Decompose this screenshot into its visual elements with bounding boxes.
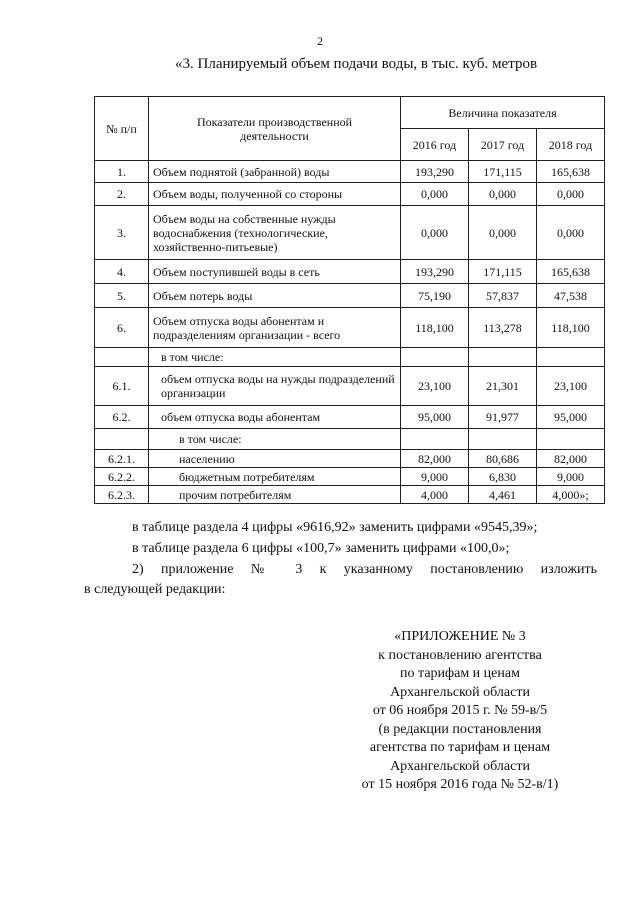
row-value-2018: 82,000 <box>537 450 605 468</box>
appendix-line: (в редакции постановления <box>378 721 542 737</box>
appendix-line: «ПРИЛОЖЕНИЕ № 3 <box>394 629 526 644</box>
row-name: населению <box>149 450 401 468</box>
water-supply-table <box>94 96 605 504</box>
table-row <box>95 308 605 348</box>
row-value-2017 <box>469 429 537 450</box>
row-value-2018: 4,000»; <box>537 486 605 504</box>
row-value-2017: 113,278 <box>469 308 537 348</box>
row-value-2016: 4,000 <box>401 486 469 504</box>
row-name: объем отпуска воды на нужды подразделений организации <box>149 367 401 406</box>
table-row <box>95 260 605 284</box>
row-num: 6.2.1. <box>95 450 149 468</box>
row-value-2018: 0,000 <box>537 206 605 260</box>
row-value-2018: 95,000 <box>537 406 605 429</box>
row-value-2017: 80,686 <box>469 450 537 468</box>
row-value-2016: 193,290 <box>401 161 469 183</box>
row-num: 3. <box>95 206 149 260</box>
row-value-2017 <box>469 348 537 367</box>
row-value-2018 <box>537 348 605 367</box>
row-value-2018: 23,100 <box>537 367 605 406</box>
row-value-2016: 193,290 <box>401 260 469 284</box>
row-num: 6.2. <box>95 406 149 429</box>
appendix-line: агентства по тарифам и ценам <box>369 740 551 755</box>
row-value-2018: 0,000 <box>537 183 605 206</box>
row-value-2017: 91,977 <box>469 406 537 429</box>
table-row <box>95 486 605 504</box>
table-row <box>95 429 605 450</box>
row-value-2016: 9,000 <box>401 468 469 486</box>
page-number: 2 <box>317 34 323 48</box>
paragraph-appendix-change-cont: в следующей редакции: <box>84 582 226 597</box>
appendix-line: от 06 ноября 2015 г. № 59-в/5 <box>372 703 548 718</box>
paragraph-appendix-change: 2) приложение № 3 к указанному постановлению изложить <box>132 562 597 577</box>
row-num: 6. <box>95 308 149 348</box>
row-value-2016: 0,000 <box>401 206 469 260</box>
row-value-2017: 171,115 <box>469 260 537 284</box>
row-value-2018: 118,100 <box>537 308 605 348</box>
row-value-2018: 47,538 <box>537 284 605 308</box>
row-value-2018: 165,638 <box>537 161 605 183</box>
table-row <box>95 206 605 260</box>
row-name: в том числе: <box>149 429 401 450</box>
table-row <box>95 161 605 183</box>
row-value-2016 <box>401 429 469 450</box>
row-value-2016: 118,100 <box>401 308 469 348</box>
row-num <box>95 348 149 367</box>
row-num: 5. <box>95 284 149 308</box>
appendix-header-block <box>330 628 590 795</box>
row-value-2017: 0,000 <box>469 206 537 260</box>
row-num <box>95 429 149 450</box>
row-value-2016: 23,100 <box>401 367 469 406</box>
table-row <box>95 468 605 486</box>
row-value-2016: 82,000 <box>401 450 469 468</box>
appendix-line: Архангельской области <box>390 758 530 774</box>
row-name: Объем поднятой (забранной) воды <box>149 161 401 183</box>
appendix-line: к постановлению агентства <box>378 647 542 663</box>
table-row <box>95 183 605 206</box>
header-indicator: Показатели производственной деятельности <box>149 97 401 161</box>
table-row <box>95 348 605 367</box>
row-value-2016: 75,190 <box>401 284 469 308</box>
row-value-2018: 9,000 <box>537 468 605 486</box>
section-heading: «3. Планируемый объем подачи воды, в тыс. куб. метров <box>175 56 538 72</box>
row-name: в том числе: <box>149 348 401 367</box>
header-num: № п/п <box>95 97 149 161</box>
row-value-2018: 165,638 <box>537 260 605 284</box>
row-value-2017: 6,830 <box>469 468 537 486</box>
row-name: объем отпуска воды абонентам <box>149 406 401 429</box>
row-num: 4. <box>95 260 149 284</box>
table-row <box>95 450 605 468</box>
row-name: Объем воды, полученной со стороны <box>149 183 401 206</box>
row-name: прочим потребителям <box>149 486 401 504</box>
row-name: Объем поступившей воды в сеть <box>149 260 401 284</box>
row-num: 1. <box>95 161 149 183</box>
row-value-2018 <box>537 429 605 450</box>
row-value-2016: 0,000 <box>401 183 469 206</box>
row-value-2017: 0,000 <box>469 183 537 206</box>
row-value-2016 <box>401 348 469 367</box>
row-num: 6.2.3. <box>95 486 149 504</box>
appendix-line: по тарифам и ценам <box>400 666 520 681</box>
row-value-2017: 57,837 <box>469 284 537 308</box>
table-row <box>95 284 605 308</box>
row-num: 6.1. <box>95 367 149 406</box>
row-name: Объем воды на собственные нужды водоснабжения (технологические, хозяйственно-питьевые) <box>149 206 401 260</box>
row-value-2017: 4,461 <box>469 486 537 504</box>
header-value-group: Величина показателя <box>401 97 605 129</box>
row-num: 6.2.2. <box>95 468 149 486</box>
header-year-2016: 2016 год <box>401 129 469 161</box>
row-value-2016: 95,000 <box>401 406 469 429</box>
appendix-line: Архангельской области <box>390 684 530 700</box>
row-num: 2. <box>95 183 149 206</box>
row-value-2017: 21,301 <box>469 367 537 406</box>
row-name: Объем отпуска воды абонентам и подразделениям организации - всего <box>149 308 401 348</box>
table-row <box>95 367 605 406</box>
row-name: бюджетным потребителям <box>149 468 401 486</box>
table-row <box>95 406 605 429</box>
paragraph-section6-change: в таблице раздела 6 цифры «100,7» заменить цифрами «100,0»; <box>132 541 510 556</box>
row-value-2017: 171,115 <box>469 161 537 183</box>
appendix-line: от 15 ноября 2016 года № 52-в/1) <box>361 777 559 792</box>
row-name: Объем потерь воды <box>149 284 401 308</box>
paragraph-section4-change: в таблице раздела 4 цифры «9616,92» заменить цифрами «9545,39»; <box>132 520 538 535</box>
header-year-2018: 2018 год <box>537 129 605 161</box>
header-year-2017: 2017 год <box>469 129 537 161</box>
